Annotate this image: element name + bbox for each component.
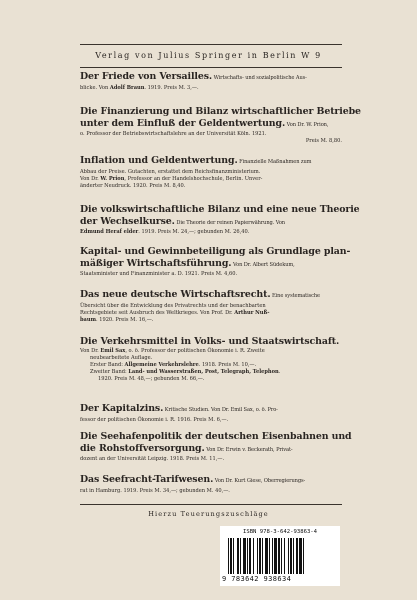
catalog-entry: Der Friede von Versailles. Wirtschafts- und sozialpolitische Aus- blicke. Von Adolf Braun. 1919. Preis M. 3,—. <box>80 71 307 91</box>
entry-title: Das Seefracht-Tarifwesen. <box>80 474 214 485</box>
entry-title: Die Seehafenpolitik der deutschen Eisenbahnen und <box>80 431 352 442</box>
catalog-entry: Die volkswirtschaftliche Bilanz und eine neue Theorie der Wechselkurse. Die Theorie der reinen Papierwährung. Von Edmund Heraf elder. 1919. Preis M. 24,—; gebunden M. 26,40. <box>80 204 360 235</box>
entry-title: Der Kapitalzins. <box>80 403 164 414</box>
entry-title: Der Friede von Versailles. <box>80 71 213 82</box>
barcode-label <box>220 526 340 586</box>
entry-title: Kapital- und Gewinnbeteiligung als Grundlage plan- <box>80 246 351 257</box>
catalog-entry: Das neue deutsche Wirtschaftsrecht. Eine systematische Übersicht über die Entwicklung des Privatrechts und der benachbarten Rechtsgebiete seit Ausbruch des Weltkrieges. Von Prof. Dr. Arthur Nuß- baum. 1920. Preis M. 16,—. <box>80 289 320 323</box>
entry-title: Das neue deutsche Wirtschaftsrecht. <box>80 289 271 300</box>
entry-title: Inflation und Geldentwertung. <box>80 155 238 166</box>
catalog-entry: Die Seehafenpolitik der deutschen Eisenbahnen und die Rohstoffversorgung. Von Dr. Erwin v. Beckerath, Privat- dozent an der Universität Leipzig. 1918. Preis M. 11,—. <box>80 431 352 462</box>
catalog-entry: Der Kapitalzins. Kritische Studien. Von Dr. Emil Sax, o. ö. Pro- fessor der politischen Ökonomie i. R. 1916. Preis M. 6,—. <box>80 403 278 423</box>
entry-title: Die volkswirtschaftliche Bilanz und eine neue Theorie <box>80 204 360 215</box>
barcode-bars <box>228 538 332 574</box>
catalog-entry: Das Seefracht-Tarifwesen. Von Dr. Kurt Giese, Oberregierungs- rat in Hamburg. 1919. Preis M. 34,—; gebunden M. 40,—. <box>80 474 306 494</box>
catalog-entry: Inflation und Geldentwertung. Finanzielle Maßnahmen zum Abbau der Preise. Gutachten, erstattet dem Reichsfinanzministerium. Von Dr. W. Prion, Professor an der Handelshochschule, Berlin. Unver- änderter Neudruck. 1920. Preis M. 8,40. <box>80 155 312 189</box>
header-rule <box>80 67 342 68</box>
price-supplement-note: Hierzu Teuerungszuschläge <box>148 510 269 518</box>
top-rule <box>80 44 342 45</box>
entry-title: Die Finanzierung und Bilanz wirtschaftlicher Betriebe <box>80 106 361 117</box>
barcode-number: 9 783642 938634 <box>222 575 292 583</box>
catalog-entry: Die Finanzierung und Bilanz wirtschaftlicher Betriebe unter dem Einfluß der Geldentwertung. Von Dr. W. Prion, o. Professor der Betriebswirtschaftslehre an der Universität Köln. 1921. Preis M. 8,80. <box>80 106 361 144</box>
entry-title: Die Verkehrsmittel in Volks- und Staatswirtschaft. <box>80 336 340 347</box>
catalog-entry: Die Verkehrsmittel in Volks- und Staatswirtschaft. Von Dr. Emil Sax, o. ö. Professor der politischen Ökonomie i. R. Zweite neubearbeitete Auflage. Erster Band: Allgemeine Verkehrslehre. 1918. Preis M. 10,—. Zweiter Band: Land- und Wasserstraßen, Post, Telegraph, Telephon. 1920. Preis M. 48,—; gebunden M. 66,—. <box>80 336 342 383</box>
publisher-header: Verlag von Julius Springer in Berlin W 9 <box>95 51 322 60</box>
isbn-text: ISBN 978-3-642-93863-4 <box>242 529 318 535</box>
footer-rule <box>80 504 342 505</box>
catalog-entry: Kapital- und Gewinnbeteiligung als Grundlage plan- mäßiger Wirtschaftsführung. Von Dr. Albert Südekum, Staatsminister und Finanzminister a. D. 1921. Preis M. 4,60. <box>80 246 351 277</box>
